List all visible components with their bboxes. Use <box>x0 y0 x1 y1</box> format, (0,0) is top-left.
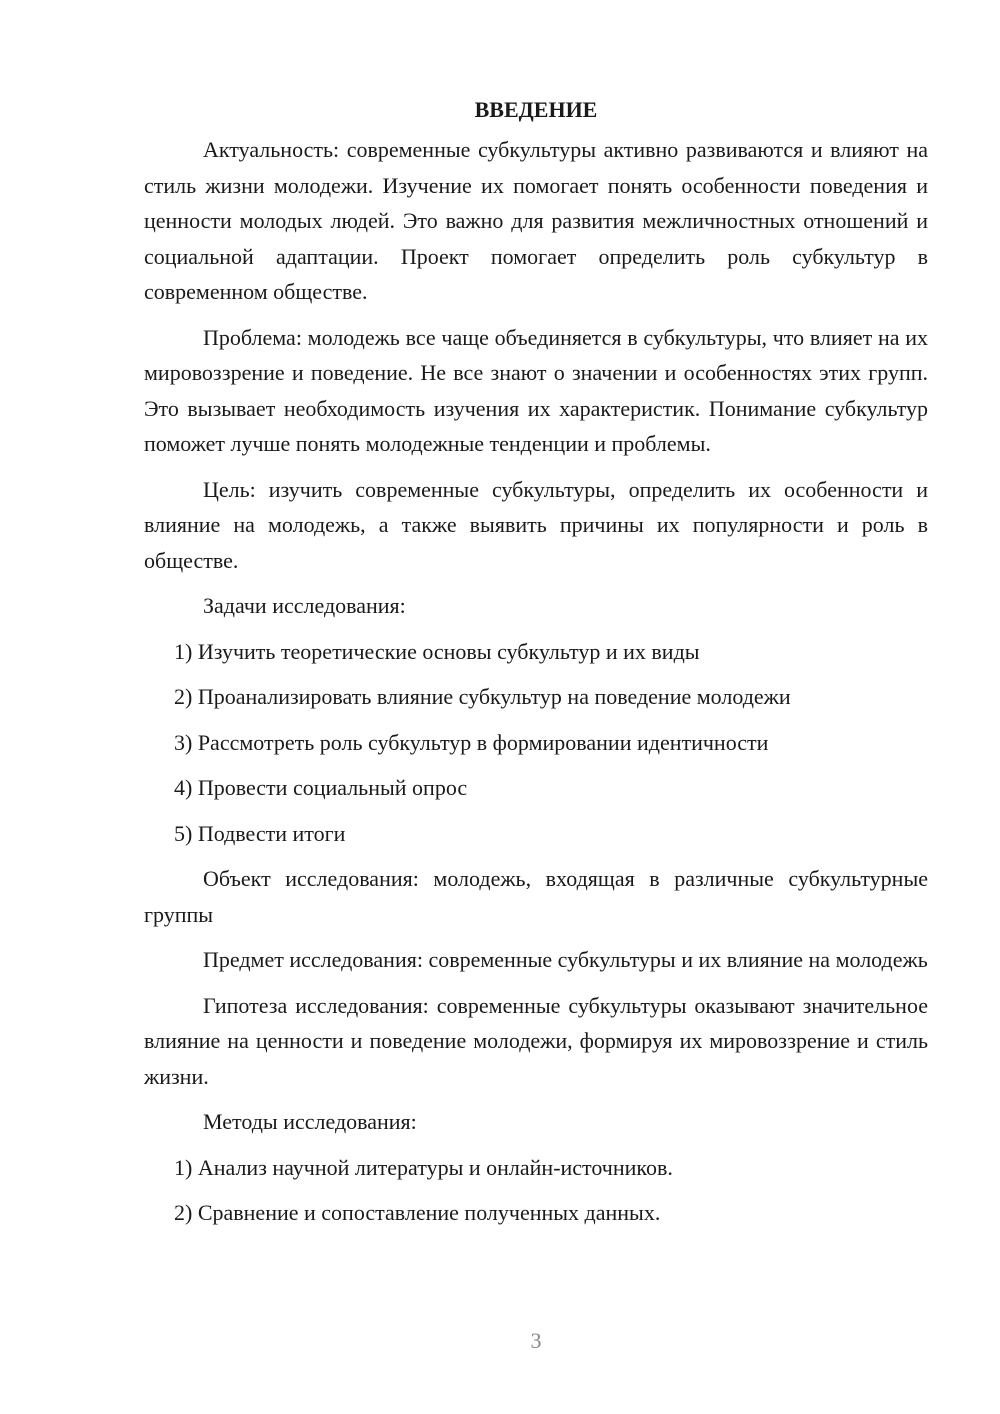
methods-label: Методы исследования: <box>203 1109 417 1134</box>
task-item-2: 2) Проанализировать влияние субкультур на поведение молодежи <box>174 684 791 709</box>
actuality-paragraph: Актуальность: современные субкультуры активно развиваются и влияют на стиль жизни молодежи. Изучение их помогает понять особенности поведения и ценности молодых людей. Это важно для развития межличностных отношений и социальной адаптации. Проект помогает определить роль субкультур в современном обществе. <box>144 137 928 304</box>
task-item-4: 4) Провести социальный опрос <box>174 775 468 800</box>
tasks-label: Задачи исследования: <box>203 593 406 618</box>
method-item-2: 2) Сравнение и сопоставление полученных данных. <box>174 1200 661 1225</box>
hypothesis-paragraph: Гипотеза исследования: современные субкультуры оказывают значительное влияние на ценности и поведение молодежи, формируя их мировоззрение и стиль жизни. <box>144 992 928 1089</box>
subject-paragraph: Предмет исследования: современные субкультуры и их влияние на молодежь <box>203 947 928 972</box>
task-item-5: 5) Подвести итоги <box>174 820 346 846</box>
task-item-3: 3) Рассмотреть роль субкультур в формировании идентичности <box>174 729 769 755</box>
task-item-1: 1) Изучить теоретические основы субкультур и их виды <box>174 638 700 664</box>
section-heading: ВВЕДЕНИЕ <box>474 97 598 122</box>
method-item-1: 1) Анализ научной литературы и онлайн-источников. <box>174 1154 673 1180</box>
object-paragraph: Объект исследования: молодежь, входящая в различные субкультурные группы <box>144 866 928 927</box>
page-number: 3 <box>530 1328 542 1353</box>
problem-paragraph: Проблема: молодежь все чаще объединяется в субкультуры, что влияет на их мировоззрение и поведение. Не все знают о значении и особенностях этих групп. Это вызывает необходимость изучения их характеристик. Понимание субкультур поможет лучше понять молодежные тенденции и проблемы. <box>144 324 928 456</box>
document-page <box>144 92 928 1241</box>
goal-paragraph: Цель: изучить современные субкультуры, определить их особенности и влияние на молодежь, а также выявить причины их популярности и роль в обществе. <box>144 476 928 573</box>
